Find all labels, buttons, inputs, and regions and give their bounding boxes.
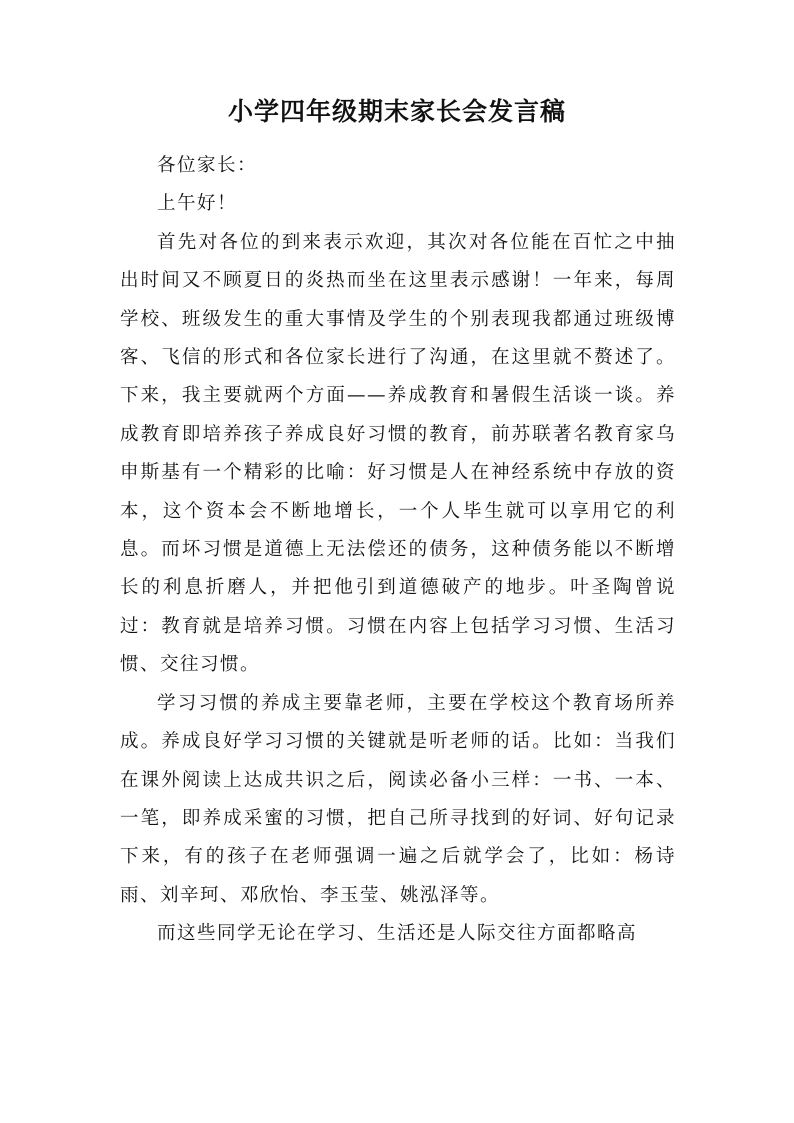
document-title: 小学四年级期末家长会发言稿: [227, 97, 566, 126]
greeting: 上午好！: [157, 193, 238, 215]
salutation: 各位家长：: [157, 155, 258, 176]
paragraph-continued: 而这些同学无论在学习、生活还是人际交往方面都略高: [157, 923, 638, 945]
paragraph-study-habits: 学习习惯的养成主要靠老师，主要在学校这个教育场所养成。养成良好学习习惯的关键就是听老师的话。比如：当我们在课外阅读上达成共识之后，阅读必备小三样：一书、一本、一笔，即养成采蜜的习惯，把自己所寻找到的好词、好句记录下来，有的孩子在老师强调一遍之后就学会了，比如：杨诗雨、刘辛珂、邓欣怡、李玉莹、姚泓泽等。: [120, 692, 676, 906]
paragraph-opening: 首先对各位的到来表示欢迎，其次对各位能在百忙之中抽出时间又不顾夏日的炎热而坐在这里表示感谢！一年来，每周学校、班级发生的重大事情及学生的个别表现我都通过班级博客、飞信的形式和各位家长进行了沟通，在这里就不赘述了。下来，我主要就两个方面——养成教育和暑假生活谈一谈。养成教育即培养孩子养成良好习惯的教育，前苏联著名教育家乌申斯基有一个精彩的比喻：好习惯是人在神经系统中存放的资本，这个资本会不断地增长，一个人毕生就可以享用它的利息。而坏习惯是道德上无法偿还的债务，这种债务能以不断增长的利息折磨人，并把他引到道德破产的地步。叶圣陶曾说过：教育就是培养习惯。习惯在内容上包括学习习惯、生活习惯、交往习惯。: [120, 231, 676, 676]
document-body: [120, 147, 676, 954]
